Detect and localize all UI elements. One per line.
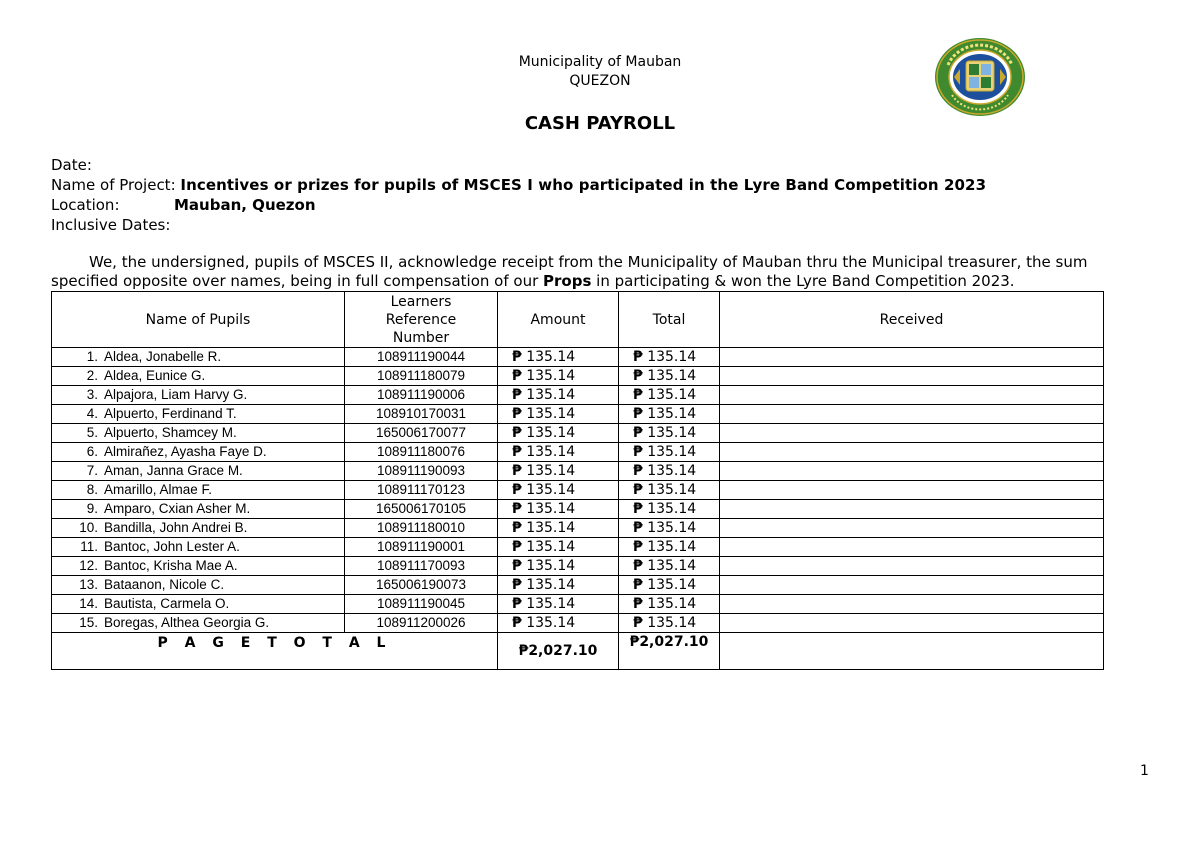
amount-value: 135.14 (526, 596, 576, 612)
lrn-cell: 108911190093 (345, 462, 498, 481)
received-cell (720, 557, 1104, 576)
total-cell (619, 595, 720, 614)
received-cell (720, 576, 1104, 595)
received-cell (720, 614, 1104, 633)
location-field (51, 195, 316, 215)
table-header-row (52, 292, 1104, 348)
project-label: Name of Project: (51, 176, 176, 194)
date-label: Date: (51, 156, 92, 174)
row-number: 11. (80, 539, 98, 554)
table-row (52, 481, 1104, 500)
total-cell (619, 557, 720, 576)
amount-cell (498, 405, 619, 424)
total-cell (619, 481, 720, 500)
table-row (52, 595, 1104, 614)
total-cell (619, 462, 720, 481)
amount-value: 135.14 (526, 425, 576, 441)
lrn-cell: 108911180010 (345, 519, 498, 538)
page-total-row (52, 633, 1104, 670)
amount-cell (498, 462, 619, 481)
amount-cell (498, 500, 619, 519)
total-value: 135.14 (647, 501, 697, 517)
table-row (52, 557, 1104, 576)
pupil-name: Amarillo, Almae F. (104, 482, 213, 497)
pupil-name: Bantoc, Krisha Mae A. (104, 558, 238, 573)
props-emphasis: Props (543, 272, 592, 290)
amount-value: 135.14 (526, 520, 576, 536)
peso-sign: ₱ (633, 444, 643, 460)
received-cell (720, 424, 1104, 443)
peso-sign: ₱ (633, 596, 643, 612)
peso-sign: ₱ (512, 615, 522, 631)
pupil-name-cell (52, 462, 345, 481)
pupil-name-cell (52, 443, 345, 462)
row-number: 6. (86, 444, 98, 459)
peso-sign: ₱ (633, 368, 643, 384)
total-value: 135.14 (647, 387, 697, 403)
row-number: 12. (79, 558, 98, 573)
peso-sign: ₱ (512, 368, 522, 384)
table-row (52, 348, 1104, 367)
amount-value: 135.14 (526, 444, 576, 460)
amount-value: 135.14 (526, 577, 576, 593)
header-total: Total (619, 292, 720, 348)
pupil-name-cell (52, 538, 345, 557)
received-cell (720, 538, 1104, 557)
peso-sign: ₱ (633, 558, 643, 574)
pupil-name: Alpajora, Liam Harvy G. (104, 387, 248, 402)
pupil-name-cell (52, 519, 345, 538)
header-received: Received (720, 292, 1104, 348)
amount-cell (498, 614, 619, 633)
amount-cell (498, 348, 619, 367)
total-cell (619, 386, 720, 405)
project-value: Incentives or prizes for pupils of MSCES I who participated in the Lyre Band Competition 2023 (180, 176, 987, 194)
peso-sign: ₱ (633, 349, 643, 365)
pupil-name: Bandilla, John Andrei B. (104, 520, 248, 535)
table-row (52, 424, 1104, 443)
total-value: 135.14 (647, 349, 697, 365)
date-field (51, 155, 92, 175)
pupil-name: Bautista, Carmela O. (104, 596, 230, 611)
peso-sign: ₱ (633, 387, 643, 403)
peso-sign: ₱ (512, 482, 522, 498)
received-cell (720, 519, 1104, 538)
total-cell (619, 614, 720, 633)
peso-sign: ₱ (512, 596, 522, 612)
peso-sign: ₱ (633, 425, 643, 441)
amount-cell (498, 367, 619, 386)
location-value: Mauban, Quezon (174, 196, 316, 214)
pupil-name: Aldea, Eunice G. (104, 368, 206, 383)
received-cell (720, 443, 1104, 462)
inclusive-dates-field (51, 215, 170, 235)
peso-sign: ₱ (512, 501, 522, 517)
pupil-name-cell (52, 405, 345, 424)
lrn-cell: 108911200026 (345, 614, 498, 633)
lrn-cell: 108911180079 (345, 367, 498, 386)
peso-sign: ₱ (512, 577, 522, 593)
lrn-cell: 108911170123 (345, 481, 498, 500)
location-label: Location: (51, 196, 120, 214)
lrn-cell: 108911170093 (345, 557, 498, 576)
amount-cell (498, 386, 619, 405)
project-field (51, 175, 986, 195)
lrn-cell: 108911190006 (345, 386, 498, 405)
pupil-name: Alpuerto, Ferdinand T. (104, 406, 237, 421)
pupil-name-cell (52, 367, 345, 386)
table-row (52, 500, 1104, 519)
pupil-name: Aldea, Jonabelle R. (104, 349, 222, 364)
amount-value: 135.14 (526, 501, 576, 517)
amount-cell (498, 595, 619, 614)
total-value: 135.14 (647, 444, 697, 460)
peso-sign: ₱ (633, 577, 643, 593)
peso-sign: ₱ (512, 425, 522, 441)
total-cell (619, 519, 720, 538)
total-cell (619, 443, 720, 462)
amount-value: 135.14 (526, 387, 576, 403)
amount-cell (498, 481, 619, 500)
amount-value: 135.14 (526, 406, 576, 422)
peso-sign: ₱ (633, 406, 643, 422)
peso-sign: ₱ (633, 520, 643, 536)
row-number: 9. (86, 501, 98, 516)
row-number: 2. (86, 368, 98, 383)
lrn-cell: 165006170105 (345, 500, 498, 519)
pupil-name-cell (52, 386, 345, 405)
received-cell (720, 386, 1104, 405)
peso-sign: ₱ (512, 463, 522, 479)
acknowledgment-line-2: specified opposite over names, being in full compensation of our Props in participating & won the Lyre Band Competition 2023. (51, 272, 1015, 290)
amount-value: 135.14 (526, 349, 576, 365)
table-row (52, 576, 1104, 595)
pupil-name: Almirañez, Ayasha Faye D. (104, 444, 267, 459)
pupil-name-cell (52, 557, 345, 576)
pupil-name: Bantoc, John Lester A. (104, 539, 240, 554)
table-row (52, 538, 1104, 557)
amount-value: 135.14 (526, 368, 576, 384)
lrn-cell: 165006170077 (345, 424, 498, 443)
amount-cell (498, 538, 619, 557)
pupil-name-cell (52, 481, 345, 500)
lrn-cell: 165006190073 (345, 576, 498, 595)
pupil-name-cell (52, 500, 345, 519)
document-title: CASH PAYROLL (524, 113, 676, 134)
pupil-name-cell (52, 595, 345, 614)
total-value: 135.14 (647, 539, 697, 555)
received-cell (720, 481, 1104, 500)
peso-sign: ₱ (633, 501, 643, 517)
received-cell (720, 595, 1104, 614)
municipal-seal-icon (934, 37, 1026, 117)
lrn-cell: 108911180076 (345, 443, 498, 462)
lrn-cell: 108911190001 (345, 538, 498, 557)
table-row (52, 443, 1104, 462)
peso-sign: ₱ (512, 539, 522, 555)
pupil-name: Boregas, Althea Georgia G. (104, 615, 270, 630)
total-value: 135.14 (647, 425, 697, 441)
amount-cell (498, 443, 619, 462)
total-value: 135.14 (647, 577, 697, 593)
row-number: 7. (86, 463, 98, 478)
peso-sign: ₱ (512, 558, 522, 574)
amount-value: 135.14 (526, 539, 576, 555)
page-total-amount: ₱2,027.10 (498, 633, 619, 670)
row-number: 13. (79, 577, 98, 592)
amount-cell (498, 424, 619, 443)
total-value: 135.14 (647, 463, 697, 479)
total-cell (619, 405, 720, 424)
amount-value: 135.14 (526, 558, 576, 574)
amount-cell (498, 519, 619, 538)
row-number: 14. (79, 596, 98, 611)
row-number: 8. (86, 482, 98, 497)
pupil-name: Amparo, Cxian Asher M. (104, 501, 251, 516)
amount-cell (498, 557, 619, 576)
table-row (52, 614, 1104, 633)
total-cell (619, 348, 720, 367)
row-number: 5. (86, 425, 98, 440)
peso-sign: ₱ (633, 539, 643, 555)
total-value: 135.14 (647, 558, 697, 574)
lrn-cell: 108911190044 (345, 348, 498, 367)
pupil-name-cell (52, 424, 345, 443)
pupil-name: Alpuerto, Shamcey M. (104, 425, 237, 440)
received-cell (720, 462, 1104, 481)
total-value: 135.14 (647, 596, 697, 612)
pupil-name-cell (52, 348, 345, 367)
peso-sign: ₱ (512, 387, 522, 403)
pupil-name: Aman, Janna Grace M. (104, 463, 243, 478)
amount-value: 135.14 (526, 463, 576, 479)
table-row (52, 519, 1104, 538)
row-number: 1. (86, 349, 98, 364)
header-name-of-pupils: Name of Pupils (52, 292, 345, 348)
received-cell (720, 405, 1104, 424)
peso-sign: ₱ (633, 615, 643, 631)
peso-sign: ₱ (512, 444, 522, 460)
page-number: 1 (1140, 763, 1149, 779)
header-lrn: Learners Reference Number (345, 292, 498, 348)
payroll-table (51, 291, 1104, 670)
row-number: 15. (79, 615, 98, 630)
peso-sign: ₱ (512, 406, 522, 422)
page-total-label: P A G E T O T A L (52, 633, 498, 670)
peso-sign: ₱ (633, 463, 643, 479)
row-number: 3. (86, 387, 98, 402)
pupil-name-cell (52, 576, 345, 595)
amount-value: 135.14 (526, 615, 576, 631)
total-cell (619, 500, 720, 519)
table-row (52, 462, 1104, 481)
received-cell (720, 500, 1104, 519)
row-number: 10. (79, 520, 98, 535)
total-value: 135.14 (647, 368, 697, 384)
total-value: 135.14 (647, 406, 697, 422)
peso-sign: ₱ (512, 349, 522, 365)
province-name: QUEZON (569, 73, 631, 89)
peso-sign: ₱ (512, 520, 522, 536)
acknowledgment-line-1: We, the undersigned, pupils of MSCES II, acknowledge receipt from the Municipality of Mauban thru the Municipal treasurer, the sum (89, 253, 1088, 271)
amount-cell (498, 576, 619, 595)
received-cell (720, 348, 1104, 367)
total-value: 135.14 (647, 520, 697, 536)
lrn-cell: 108911190045 (345, 595, 498, 614)
page-total-received (720, 633, 1104, 670)
pupil-name-cell (52, 614, 345, 633)
table-row (52, 386, 1104, 405)
total-cell (619, 538, 720, 557)
row-number: 4. (86, 406, 98, 421)
lrn-cell: 108910170031 (345, 405, 498, 424)
page-total-total: ₱2,027.10 (619, 633, 720, 670)
inclusive-dates-label: Inclusive Dates: (51, 216, 171, 234)
municipality-name: Municipality of Mauban (518, 54, 682, 70)
header-amount: Amount (498, 292, 619, 348)
pupil-name: Bataanon, Nicole C. (104, 577, 225, 592)
total-cell (619, 424, 720, 443)
peso-sign: ₱ (633, 482, 643, 498)
total-cell (619, 576, 720, 595)
total-value: 135.14 (647, 615, 697, 631)
total-value: 135.14 (647, 482, 697, 498)
amount-value: 135.14 (526, 482, 576, 498)
table-row (52, 405, 1104, 424)
total-cell (619, 367, 720, 386)
received-cell (720, 367, 1104, 386)
table-row (52, 367, 1104, 386)
